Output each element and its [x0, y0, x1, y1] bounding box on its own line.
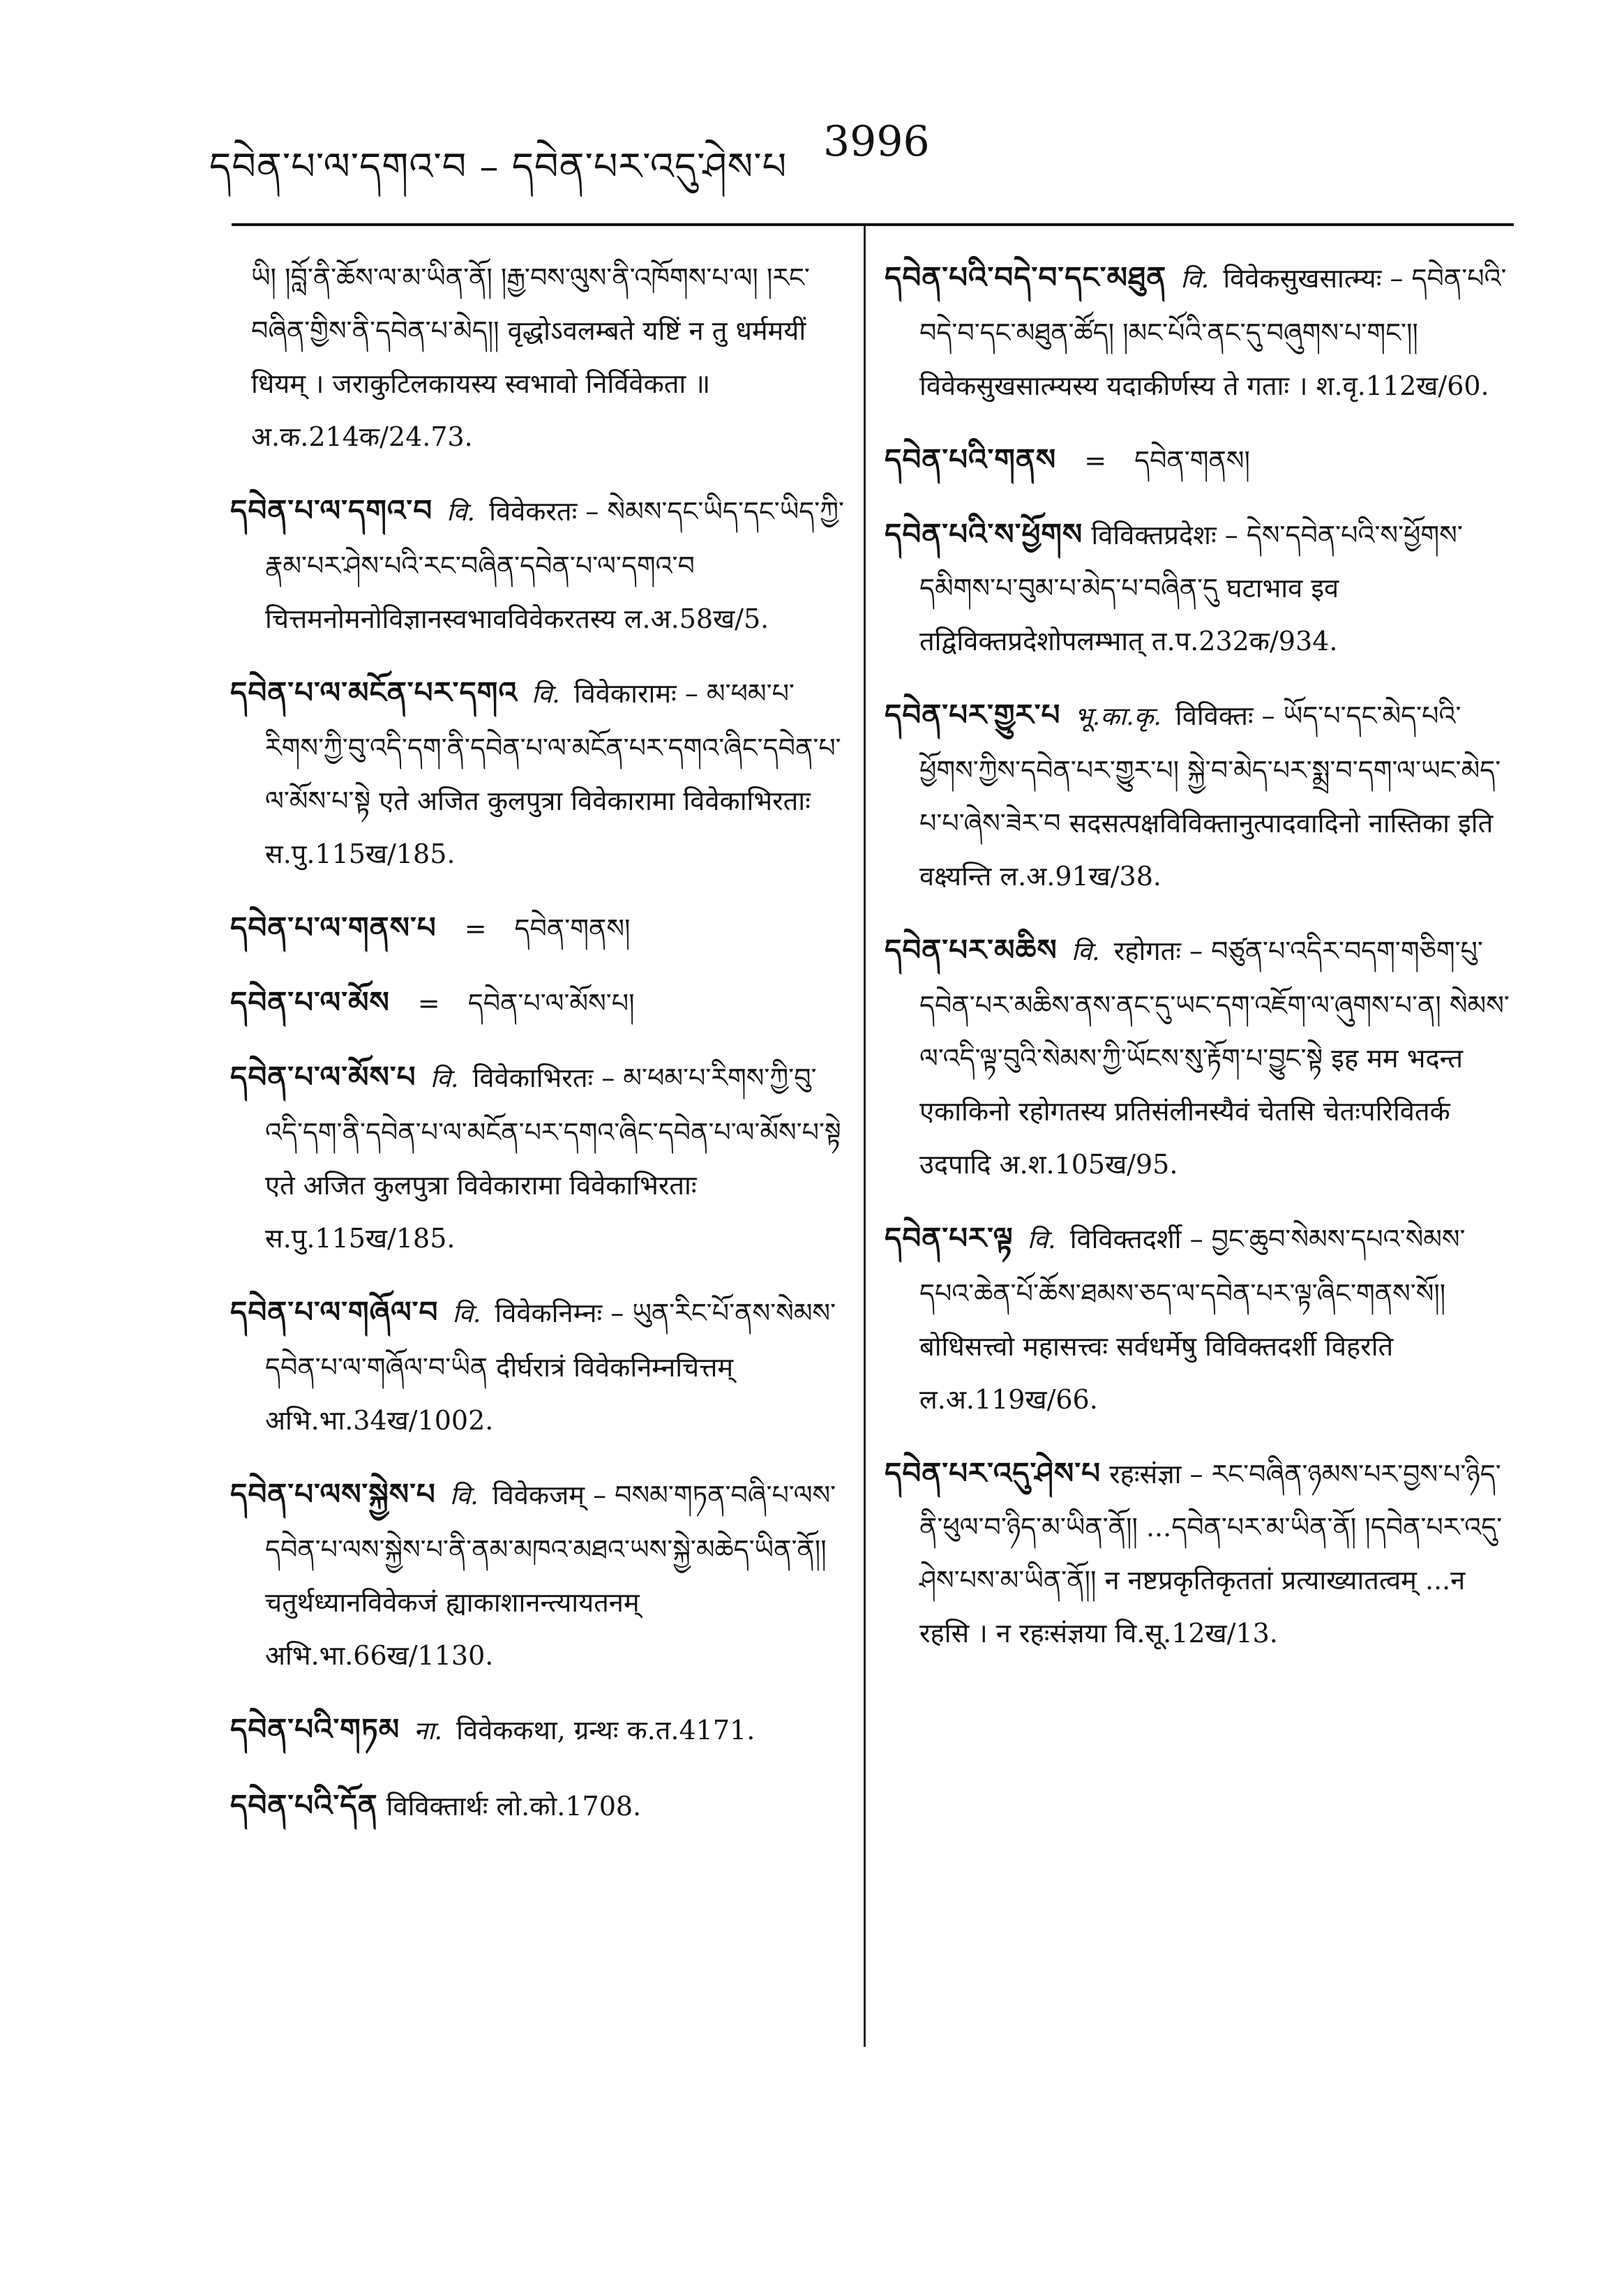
entry-headword: དབེན་པ་ལ་མོས — [230, 985, 390, 1019]
entry-text: विवेकारामः – མ་ཕམ་པ་རིགས་ཀྱི་བུ་འདི་དག་ནི་དབེན་པ་ལ་མངོན་པར་དགའ་ཞིང་དབེན་པ་ལ་མོས་པ་སྟེ एते अजित कुलपुत्रा विवेकारामा विवेकाभिरताः स.पु.115ख/185. — [265, 678, 841, 869]
dictionary-entry — [230, 251, 844, 463]
entry-text: विविक्तदर्शी – བྱང་ཆུབ་སེམས་དཔའ་སེམས་དཔའ་ཆེན་པོ་ཆོས་ཐམས་ཅད་ལ་དབེན་པར་ལྟ་ཞིང་གནས་སོ།། बोधिसत्त्वो महासत्त्वः सर्वधर्मेषु विविक्तदर्शी विहरति ल.अ.119ख/66. — [919, 1224, 1466, 1415]
dictionary-entry — [230, 484, 844, 645]
entry-headword: དབེན་པ་ལ་གནས་པ — [230, 910, 437, 945]
entry-grammar: वि. — [446, 498, 476, 527]
header-rule — [232, 223, 1514, 226]
entry-text: विविक्तः – ཡོད་པ་དང་མེད་པའི་ཕྱོགས་ཀྱིས་དབེན་པར་གྱུར་པ། སྐྱེ་བ་མེད་པར་སྨྲ་བ་དག་ལ་ཡང་མེད་པ་པ་ཞེས་ཟེར་བ सदसत्पक्षविविक्तानुत्पादवादिनो नास्तिका इति वक्ष्यन्ति ल.अ.91ख/38. — [919, 700, 1501, 892]
entry-text: विविक्तप्रदेशः – དེས་དབེན་པའི་ས་ཕྱོགས་དམིགས་པ་བུམ་པ་མེད་པ་བཞིན་དུ घटाभाव इव तद्विविक्तप्रदेशोपलम्भात् त.प.232क/934. — [919, 520, 1463, 656]
dictionary-entry — [230, 1779, 844, 1833]
entry-grammar: वि. — [430, 1065, 459, 1093]
entry-headword: དབེན་པ་ལ་མངོན་པར་དགའ — [230, 675, 518, 710]
dictionary-entry — [885, 1212, 1512, 1426]
running-head: དབེན་པ་ལ་དགའ་བ – དབེན་པར་འདུ་ཤེས་པ — [209, 144, 788, 188]
entry-headword: དབེན་པ་ལས་སྐྱེས་པ — [230, 1477, 436, 1511]
entry-equals: = — [417, 988, 440, 1019]
entry-text: रहोगतः – བཙུན་པ་འདིར་བདག་གཅིག་པུ་དབེན་པར་མཆིས་ནས་ནང་དུ་ཡང་དག་འཇོག་ལ་ཞུགས་པ་ན། སེམས་ལ་འདི་ལྟ་བུའི་སེམས་ཀྱི་ཡོངས་སུ་རྟོག་པ་བྱུང་སྟེ इह मम भदन्त एकाकिनो रहोगतस्य प्रतिसंलीनस्यैवं चेतसि चेतःपरिवितर्क उदपादि अ.श.105ख/95. — [919, 936, 1510, 1180]
entry-headword: དབེན་པར་མཆིས — [885, 933, 1058, 967]
dictionary-entry — [885, 924, 1512, 1191]
dictionary-entry — [885, 1447, 1512, 1660]
dictionary-entry — [230, 976, 844, 1030]
dictionary-entry — [885, 251, 1512, 412]
entry-grammar: वि. — [449, 1482, 479, 1510]
entry-text: विवेकाभिरतः – མ་ཕམ་པ་རིགས་ཀྱི་བུ་འདི་དག་ནི་དབེན་པ་ལ་མངོན་པར་དགའ་ཞིང་དབེན་པ་ལ་མོས་པ་སྟེ एते अजित कुलपुत्रा विवेकारामा विवेकाभिरताः स.पु.115ख/185. — [265, 1063, 841, 1254]
dictionary-entry — [230, 1703, 844, 1758]
entry-grammar: वि. — [531, 680, 560, 709]
entry-headword: དབེན་པར་གྱུར་པ — [885, 698, 1061, 732]
right-column — [885, 251, 1512, 1681]
entry-equals: = — [1084, 445, 1107, 476]
entry-headword: དབེན་པའི་གནས — [885, 442, 1057, 476]
dictionary-entry — [230, 901, 844, 955]
entry-headword: དབེན་པའི་དོན — [230, 1788, 378, 1822]
entry-equals: = — [464, 913, 487, 944]
entry-text: विवेकरतः – སེམས་དང་ཡིད་དང་ཡིད་ཀྱི་རྣམ་པར་ཤེས་པའི་རང་བཞིན་དབེན་པ་ལ་དགའ་བ चित्तमनोमनोविज्ञानस्वभावविवेकरतस्य ल.अ.58ख/5. — [265, 496, 844, 634]
dictionary-entry — [230, 1468, 844, 1682]
entry-headword: དབེན་པའི་གཏམ — [230, 1712, 400, 1746]
entry-grammar: भू.का.कृ. — [1074, 703, 1161, 731]
entry-headword: དབེན་པ་ལ་མོས་པ — [230, 1060, 416, 1094]
entry-grammar: वि. — [1027, 1226, 1056, 1254]
left-column — [230, 251, 844, 1854]
dictionary-entry — [230, 666, 844, 880]
entry-headword: དབེན་པའི་བདེ་བ་དང་མཐུན — [885, 260, 1167, 294]
entry-grammar: वि. — [1180, 265, 1210, 294]
entry-headword: དབེན་པ་ལ་དགའ་བ — [230, 493, 433, 527]
dictionary-entry — [230, 1051, 844, 1265]
column-divider — [864, 226, 866, 2047]
entry-headword: དབེན་པར་འདུ་ཤེས་པ — [885, 1456, 1102, 1490]
entry-text: विवेकजम् – བསམ་གཏན་བཞི་པ་ལས་དབེན་པ་ལས་སྐྱེས་པ་ནི་ནམ་མཁའ་མཐའ་ཡས་སྐྱེ་མཆེད་ཡིན་ནོ།། चतुर्थध्यानविवेकजं ह्याकाशानन्त्यायतनम् अभि.भा.66ख/1130. — [265, 1480, 836, 1671]
entry-headword: དབེན་པའི་ས་ཕྱོགས — [885, 517, 1083, 551]
dictionary-entry — [885, 689, 1512, 903]
entry-text: विवेककथा, ग्रन्थः क.त.4171. — [456, 1715, 755, 1746]
entry-text: विवेकनिम्नः – ཡུན་རིང་པོ་ནས་སེམས་དབེན་པ་ལ་གཞོལ་བ་ཡིན दीर्घरात्रं विवेकनिम्नचित्तम् अभि.भा.34ख/1002. — [265, 1298, 836, 1436]
entry-target: དབེན་གནས། — [514, 913, 631, 944]
entry-text: विवेकसुखसात्म्यः – དབེན་པའི་བདེ་བ་དང་མཐུན་ཚོད། །མང་པོའི་ནང་དུ་བཞུགས་པ་གང་།། विवेकसुखसात्म्यस्य यदाकीर्णस्य ते गताः । श.वृ.112ख/60. — [919, 263, 1507, 401]
entry-target: དབེན་གནས། — [1134, 445, 1250, 476]
entry-grammar: वि. — [1071, 938, 1100, 966]
entry-text: ཡི། །བློ་ནི་ཆོས་ལ་མ་ཡིན་ནོ། །རྒྱ་བས་ལུས་ནི་འཁོགས་པ་ལ། །རང་བཞིན་གྱིས་ནི་དབེན་པ་མེད།། वृद्धोऽवलम्बते यष्टिं न तु धर्ममयीं धियम् । जराकुटिलकायस्य स्वभावो निर्विवेकता ॥ अ.क.214क/24.73. — [251, 262, 810, 452]
dictionary-entry — [885, 508, 1512, 668]
dictionary-entry — [885, 433, 1512, 487]
entry-text: विविक्तार्थः लो.को.1708. — [386, 1791, 642, 1822]
entry-headword: དབེན་པ་ལ་གཞོལ་བ — [230, 1295, 439, 1329]
dictionary-entry — [230, 1286, 844, 1447]
entry-grammar: वि. — [452, 1300, 481, 1328]
entry-text: रहःसंज्ञा – རང་བཞིན་ཉམས་པར་བྱས་པ་ཉིད་ནི་ཕུལ་བ་ཉིད་མ་ཡིན་ནོ།། ...དབེན་པར་མ་ཡིན་ནོ། །དབེན་པར་འདུ་ཤེས་པས་མ་ཡིན་ནོ།། न नष्टप्रकृतिकृततां प्रत्याख्यातत्वम् ...न रहसि । न रहःसंज्ञया वि.सू.12ख/13. — [919, 1459, 1503, 1649]
entry-headword: དབེན་པར་ལྟ — [885, 1221, 1014, 1255]
entry-grammar: ना. — [414, 1717, 443, 1746]
entry-target: དབེན་པ་ལ་མོས་པ། — [467, 988, 635, 1019]
page-header — [209, 112, 1521, 188]
page-number: 3996 — [823, 117, 930, 166]
